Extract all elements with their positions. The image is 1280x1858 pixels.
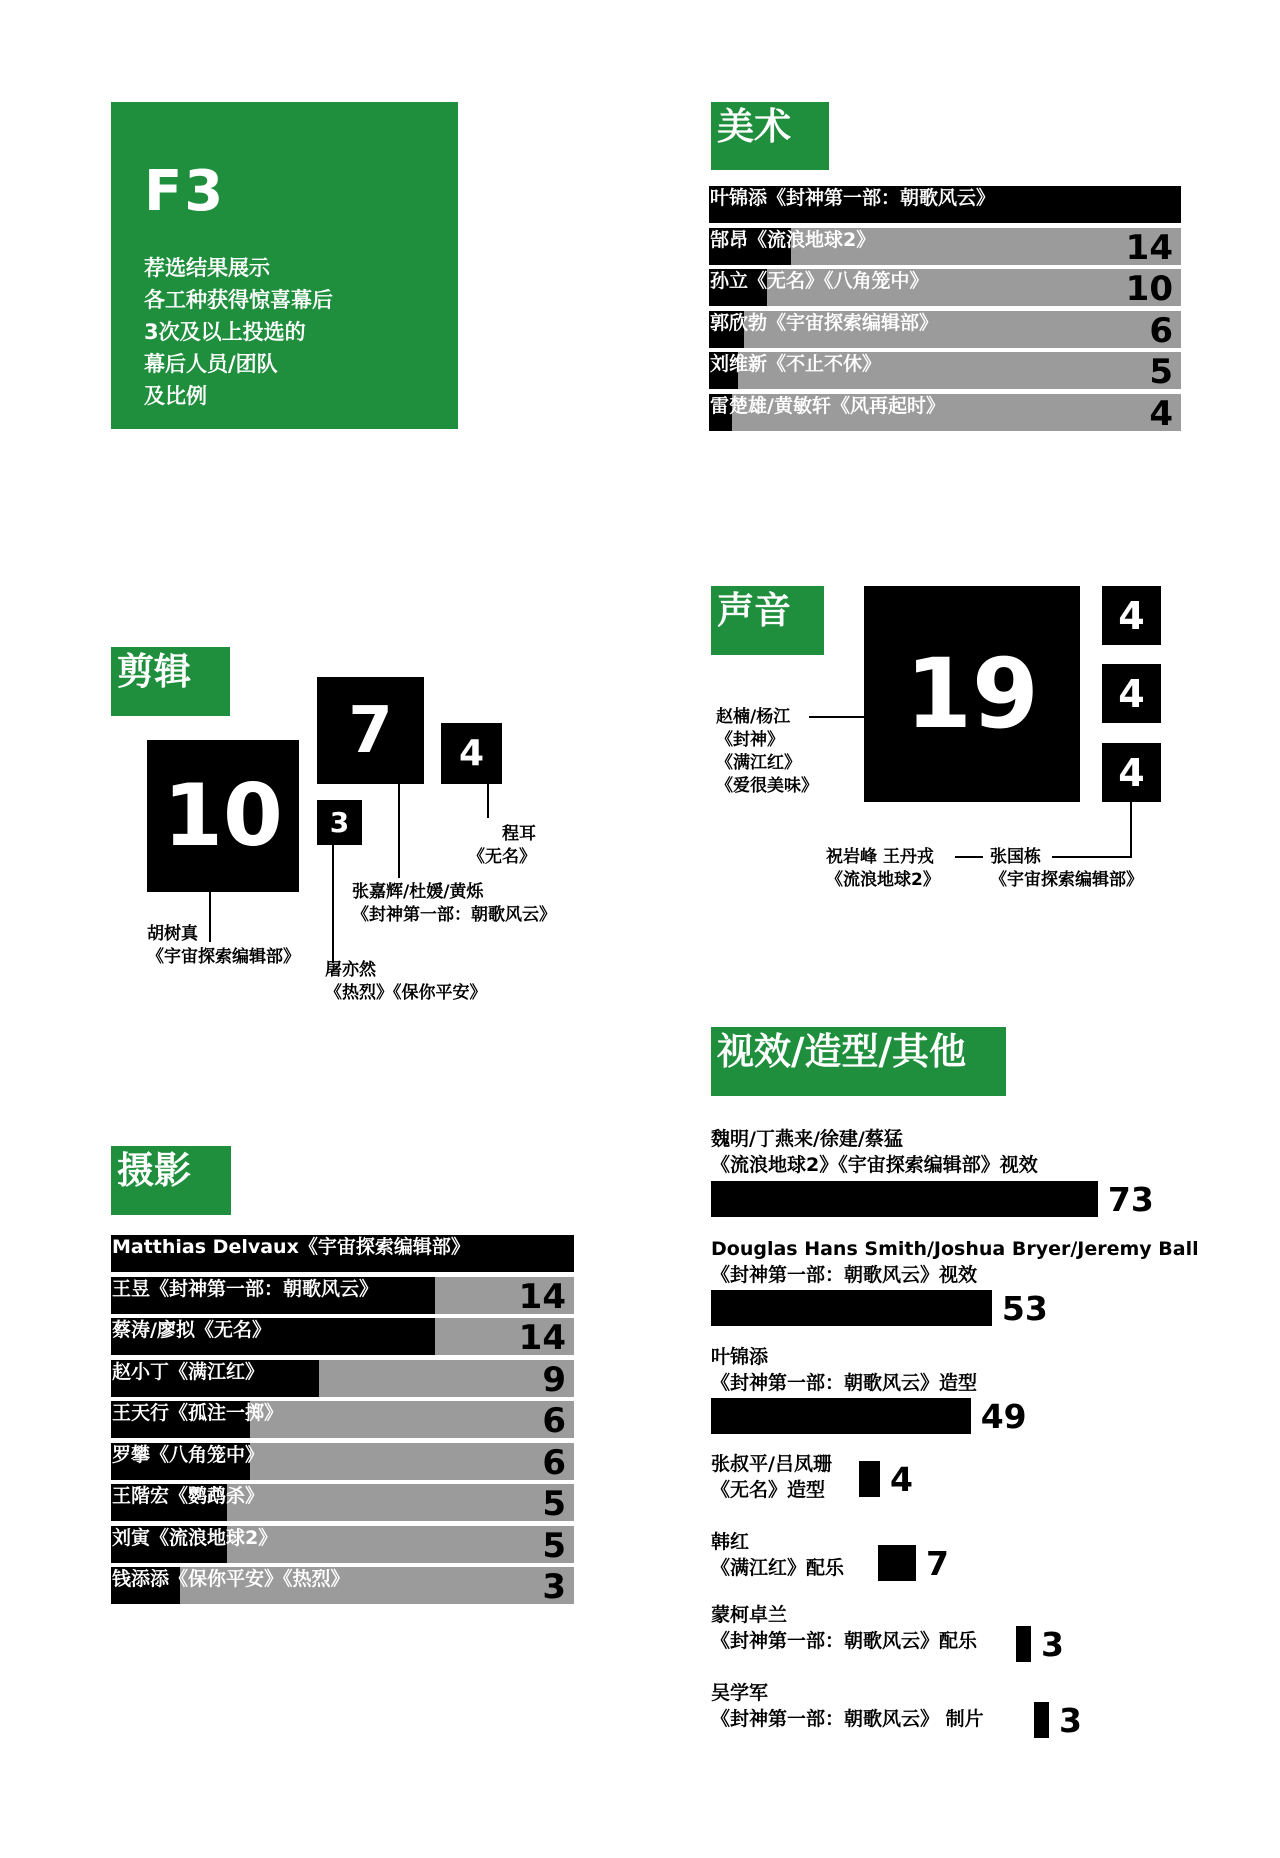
sound-caption xyxy=(990,846,1143,892)
photo-bar-row xyxy=(111,1359,574,1400)
bar-value: 5 xyxy=(1149,352,1173,392)
art-bar-row xyxy=(709,310,1181,351)
bar-value: 6 xyxy=(542,1401,566,1441)
intro-line: 幕后人员/团队 xyxy=(144,352,278,376)
photo-bar-row xyxy=(111,1401,574,1441)
work-title: 《宇宙探索编辑部》 xyxy=(990,870,1143,890)
art-bar-row xyxy=(709,227,1181,268)
editing-caption xyxy=(468,823,536,869)
bar-value: 20 xyxy=(518,1235,566,1275)
work-title: 《封神第一部：朝歌风云》视效 xyxy=(711,1264,978,1286)
editing-section-title: 剪辑 xyxy=(111,647,230,716)
bar-fill xyxy=(711,1290,992,1326)
person-name: 张国栋 xyxy=(990,847,1041,867)
bar-value: 53 xyxy=(1001,1289,1048,1328)
work-title: 《满江红》 xyxy=(716,753,801,773)
bar-label: 钱添添《保你平安》《热烈》 xyxy=(112,1568,350,1590)
art-bar-row xyxy=(709,352,1181,392)
bar-label: 刘维新《不止不休》 xyxy=(710,353,882,375)
bar-label: 叶锦添《封神第一部：朝歌风云》 xyxy=(710,187,996,209)
intro-line: 各工种获得惊喜幕后 xyxy=(144,288,333,312)
editing-caption xyxy=(325,959,487,1005)
editing-square: 10 xyxy=(147,740,299,892)
work-title: 《无名》 xyxy=(468,847,536,867)
editing-caption xyxy=(352,881,556,927)
person-name: 屠亦然 xyxy=(325,960,376,980)
work-title: 《无名》造型 xyxy=(711,1479,826,1501)
work-title: 《爱很美味》 xyxy=(716,776,818,796)
bar-value: 3 xyxy=(1041,1625,1064,1664)
art-section-title: 美术 xyxy=(711,102,829,170)
person-name: 程耳 xyxy=(502,824,536,844)
editing-square: 3 xyxy=(317,800,362,845)
work-title: 《流浪地球2》 xyxy=(826,870,940,890)
photo-section-title: 摄影 xyxy=(111,1146,231,1215)
sound-section-title: 声音 xyxy=(711,586,824,655)
bar-value: 14 xyxy=(1125,227,1173,268)
bar-value: 10 xyxy=(1125,269,1173,309)
photo-bar-row xyxy=(111,1235,574,1275)
intro-description xyxy=(144,252,333,412)
work-title: 《热烈》《保你平安》 xyxy=(325,983,487,1003)
bar-value: 9 xyxy=(542,1359,566,1400)
bar-label: 雷楚雄/黄敏轩《风再起时》 xyxy=(710,394,945,417)
connector-line xyxy=(398,784,400,878)
connector-line xyxy=(487,784,489,818)
sound-square: 4 xyxy=(1102,586,1161,645)
art-bar-row xyxy=(709,393,1181,434)
editing-square: 7 xyxy=(317,677,424,784)
person-name: 赵楠/杨江 xyxy=(716,707,791,727)
bar-label: 郭欣勃《宇宙探索编辑部》 xyxy=(710,311,939,334)
bar-fill xyxy=(1034,1702,1049,1738)
photo-bar-row xyxy=(111,1318,574,1358)
connector-line xyxy=(332,845,334,963)
sound-square: 19 xyxy=(864,586,1080,802)
bar-value: 14 xyxy=(518,1276,566,1317)
bar-label: Matthias Delvaux《宇宙探索编辑部》 xyxy=(112,1236,470,1258)
intro-code: F3 xyxy=(144,159,226,224)
bar-fill xyxy=(859,1461,880,1497)
work-title: 《流浪地球2》《宇宙探索编辑部》视效 xyxy=(711,1154,1038,1176)
bar-value: 6 xyxy=(1149,310,1173,351)
vfx-section-title: 视效/造型/其他 xyxy=(711,1027,1006,1096)
person-name: 魏明/丁燕来/徐建/蔡猛 xyxy=(711,1128,903,1150)
art-bar-row xyxy=(709,186,1181,226)
work-title: 《封神第一部：朝歌风云》造型 xyxy=(711,1372,978,1394)
bar-value: 49 xyxy=(980,1397,1027,1436)
person-name: 吴学军 xyxy=(711,1682,769,1704)
photo-bar-row xyxy=(111,1525,574,1566)
intro-panel xyxy=(111,102,458,429)
art-bar-row xyxy=(709,269,1181,309)
bar-label: 罗攀《八角笼中》 xyxy=(112,1443,265,1466)
bar-value: 14 xyxy=(518,1318,566,1358)
intro-line: 3次及以上投选的 xyxy=(144,320,306,344)
bar-value: 73 xyxy=(1107,1180,1154,1219)
work-title: 《封神第一部：朝歌风云》 xyxy=(352,905,556,925)
person-name: 蒙柯卓兰 xyxy=(711,1604,788,1626)
bar-fill xyxy=(1016,1626,1031,1662)
bar-label: 王昱《封神第一部：朝歌风云》 xyxy=(112,1277,379,1300)
bar-label: 赵小丁《满江红》 xyxy=(112,1360,265,1383)
person-name: 祝岩峰 王丹戎 xyxy=(826,847,934,867)
connector-line xyxy=(955,856,983,858)
bar-fill xyxy=(711,1181,1098,1217)
work-title: 《封神第一部：朝歌风云》 制片 xyxy=(711,1708,984,1730)
sound-caption xyxy=(826,846,940,892)
bar-label: 王天行《孤注一掷》 xyxy=(112,1402,284,1424)
photo-bar-row xyxy=(111,1276,574,1317)
bar-value: 4 xyxy=(1149,393,1173,434)
bar-value: 6 xyxy=(542,1442,566,1483)
work-title: 《满江红》配乐 xyxy=(711,1557,845,1579)
intro-line: 及比例 xyxy=(144,384,207,408)
work-title: 《封神》 xyxy=(716,730,784,750)
photo-bar-row xyxy=(111,1442,574,1483)
bar-label: 刘寅《流浪地球2》 xyxy=(112,1526,278,1549)
bar-value: 5 xyxy=(542,1484,566,1524)
person-name: Douglas Hans Smith/Joshua Bryer/Jeremy Ball xyxy=(711,1238,1199,1260)
bar-value: 3 xyxy=(542,1567,566,1607)
sound-square: 4 xyxy=(1102,743,1161,802)
editing-square: 4 xyxy=(441,723,502,784)
editing-caption xyxy=(147,923,300,969)
work-title: 《封神第一部：朝歌风云》配乐 xyxy=(711,1630,978,1652)
person-name: 张嘉辉/杜媛/黄烁 xyxy=(352,882,484,902)
bar-label: 王階宏《鹦鹉杀》 xyxy=(112,1485,265,1507)
bar-label: 蔡涛/廖拟《无名》 xyxy=(112,1319,271,1341)
bar-fill xyxy=(711,1398,971,1434)
person-name: 韩红 xyxy=(711,1531,750,1553)
sound-caption xyxy=(716,706,818,798)
bar-value: 4 xyxy=(890,1460,913,1499)
bar-fill xyxy=(878,1545,916,1581)
sound-square: 4 xyxy=(1102,664,1161,723)
bar-label: 郜昂《流浪地球2》 xyxy=(710,228,876,251)
person-name: 叶锦添 xyxy=(711,1346,769,1368)
intro-line: 荐选结果展示 xyxy=(144,256,270,280)
person-name: 张叔平/吕凤珊 xyxy=(711,1453,832,1475)
photo-bar-row xyxy=(111,1567,574,1607)
bar-value: 5 xyxy=(542,1525,566,1566)
work-title: 《宇宙探索编辑部》 xyxy=(147,947,300,967)
photo-bar-row xyxy=(111,1484,574,1524)
bar-value: 7 xyxy=(926,1544,949,1583)
bar-value: 3 xyxy=(1059,1701,1082,1740)
bar-value: 81 xyxy=(1125,186,1173,226)
person-name: 胡树真 xyxy=(147,924,198,944)
bar-label: 孙立《无名》《八角笼中》 xyxy=(710,270,929,292)
